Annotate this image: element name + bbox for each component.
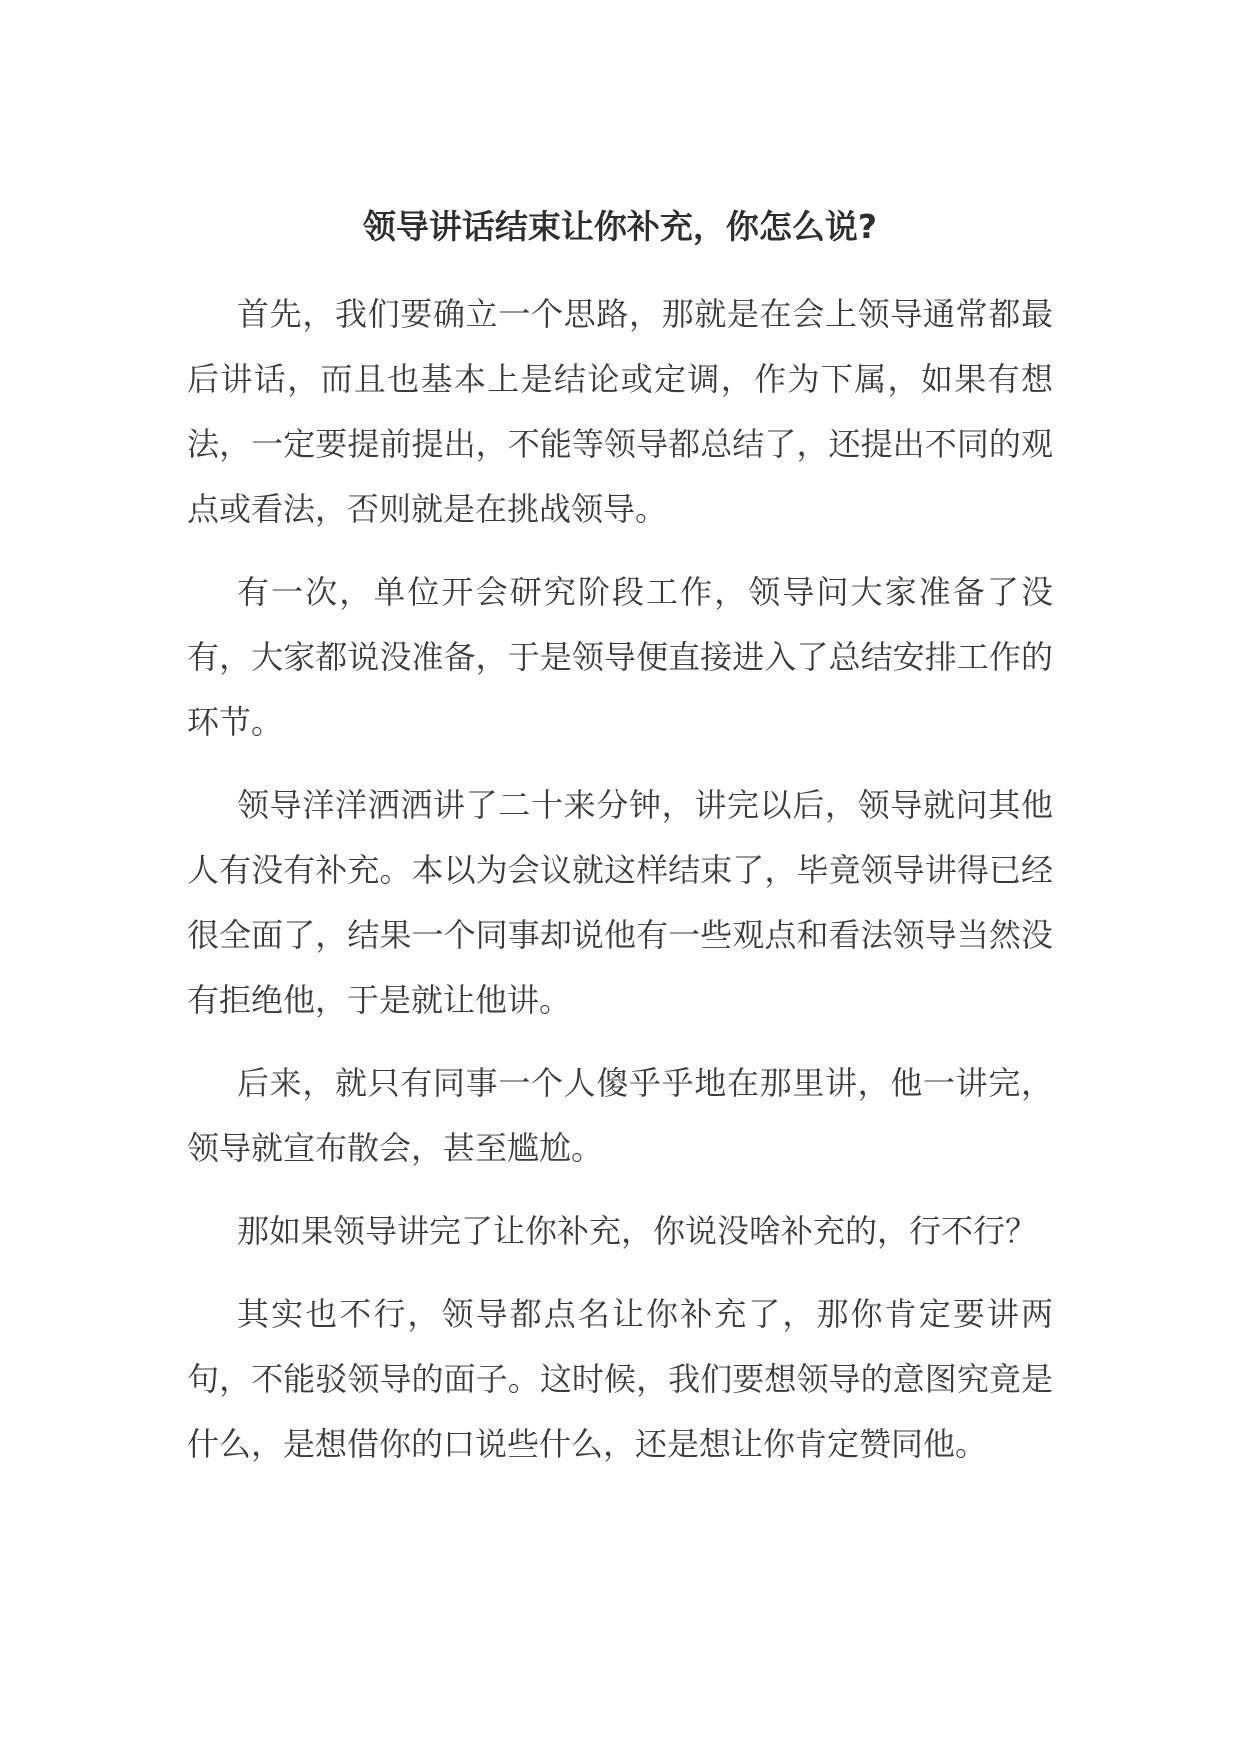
document-title: 领导讲话结束让你补充，你怎么说? xyxy=(362,207,878,246)
paragraph-3: 领导洋洋洒洒讲了二十来分钟，讲完以后，领导就问其他人有没有补充。本以为会议就这样结束了，毕竟领导讲得已经很全面了，结果一个同事却说他有一些观点和看法领导当然没有拒绝他，于是就让他讲。 xyxy=(187,786,1053,1019)
paragraph-2: 有一次，单位开会研究阶段工作，领导问大家准备了没有，大家都说没准备，于是领导便直接进入了总结安排工作的环节。 xyxy=(187,573,1053,741)
paragraph-1: 首先，我们要确立一个思路，那就是在会上领导通常都最后讲话，而且也基本上是结论或定调，作为下属，如果有想法，一定要提前提出，不能等领导都总结了，还提出不同的观点或看法，否则就是在挑战领导。 xyxy=(187,295,1053,528)
paragraph-5: 那如果领导讲完了让你补充，你说没啥补充的，行不行？ xyxy=(237,1212,1038,1250)
paragraph-6: 其实也不行，领导都点名让你补充了，那你肯定要讲两句，不能驳领导的面子。这时候，我们要想领导的意图究竟是什么，是想借你的口说些什么，还是想让你肯定赞同他。 xyxy=(187,1295,1053,1463)
document-body xyxy=(187,282,1053,1495)
paragraph-4: 后来，就只有同事一个人傻乎乎地在那里讲，他一讲完，领导就宣布散会，甚至尴尬。 xyxy=(187,1064,1053,1167)
